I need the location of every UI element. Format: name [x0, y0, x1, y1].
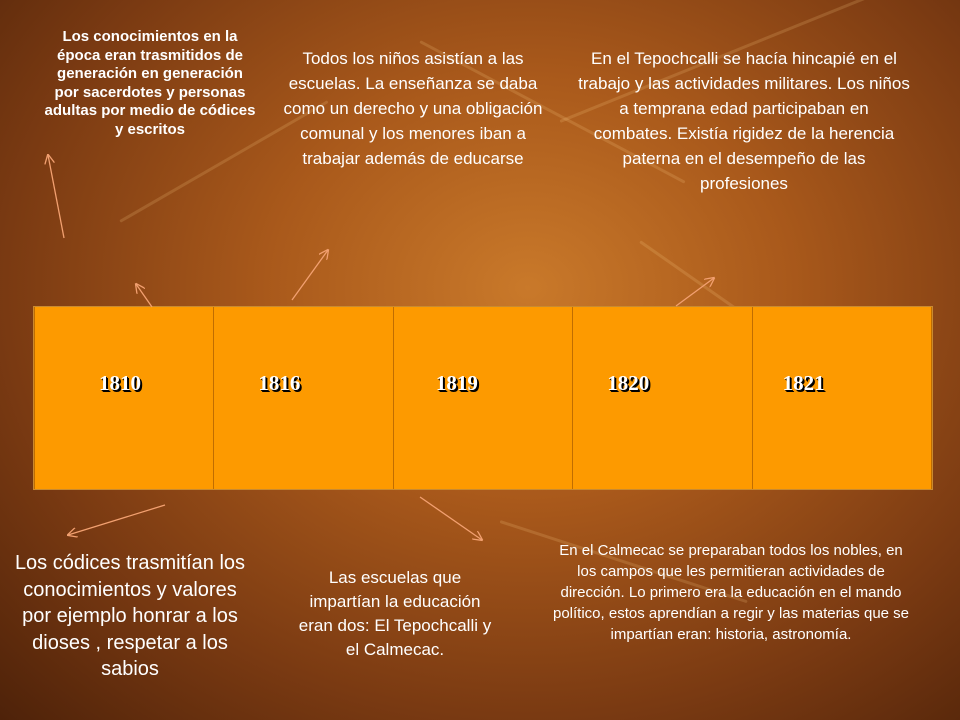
timeline-cell — [214, 307, 393, 489]
note-top-middle: Todos los niños asistían a las escuelas. La enseñanza se daba como un derecho y una obligación comunal y los menores iban a trabajar además de educarse — [283, 49, 543, 168]
note-top-left: Los conocimientos en la época eran trasmitidos de generación en generación por sacerdotes y personas adultas por medio de códices y escritos — [44, 28, 256, 138]
year-label: 1810 — [99, 371, 141, 395]
timeline-cell — [34, 307, 214, 489]
note-bottom-middle: Las escuelas que impartían la educación eran dos: El Tepochcalli y el Calmecac. — [298, 568, 492, 659]
timeline-cell — [753, 307, 932, 489]
arrow-to-top-left-note — [48, 155, 64, 238]
year-label: 1821 — [782, 371, 825, 395]
year-label: 1816 — [258, 371, 301, 395]
year-label: 1820 — [607, 371, 650, 395]
year-label: 1819 — [435, 371, 478, 395]
arrow-to-top-middle-note — [292, 250, 328, 300]
timeline — [34, 307, 932, 489]
arrow-to-bottom-left-note — [68, 505, 165, 535]
note-bottom-left: Los códices trasmitían los conocimientos y valores por ejemplo honrar a los dioses , respetar a los sabios — [14, 552, 246, 680]
timeline-cell — [394, 307, 573, 489]
arrow-from-1810 — [136, 284, 152, 307]
timeline-cell — [573, 307, 752, 489]
note-top-right: En el Tepochcalli se hacía hincapié en el trabajo y las actividades militares. Los niños a temprana edad participaban en combates. Existía rigidez de la herencia paterna en el desempeño de las profesiones — [578, 49, 910, 193]
note-bottom-right: En el Calmecac se preparaban todos los nobles, en los campos que les permitieran actividades de dirección. Lo primero era la educación en el mando político, estos aprendían a regir y las materias que se impartían eran: historia, astronomía. — [552, 542, 910, 643]
arrow-to-bottom-middle-note — [420, 497, 482, 540]
